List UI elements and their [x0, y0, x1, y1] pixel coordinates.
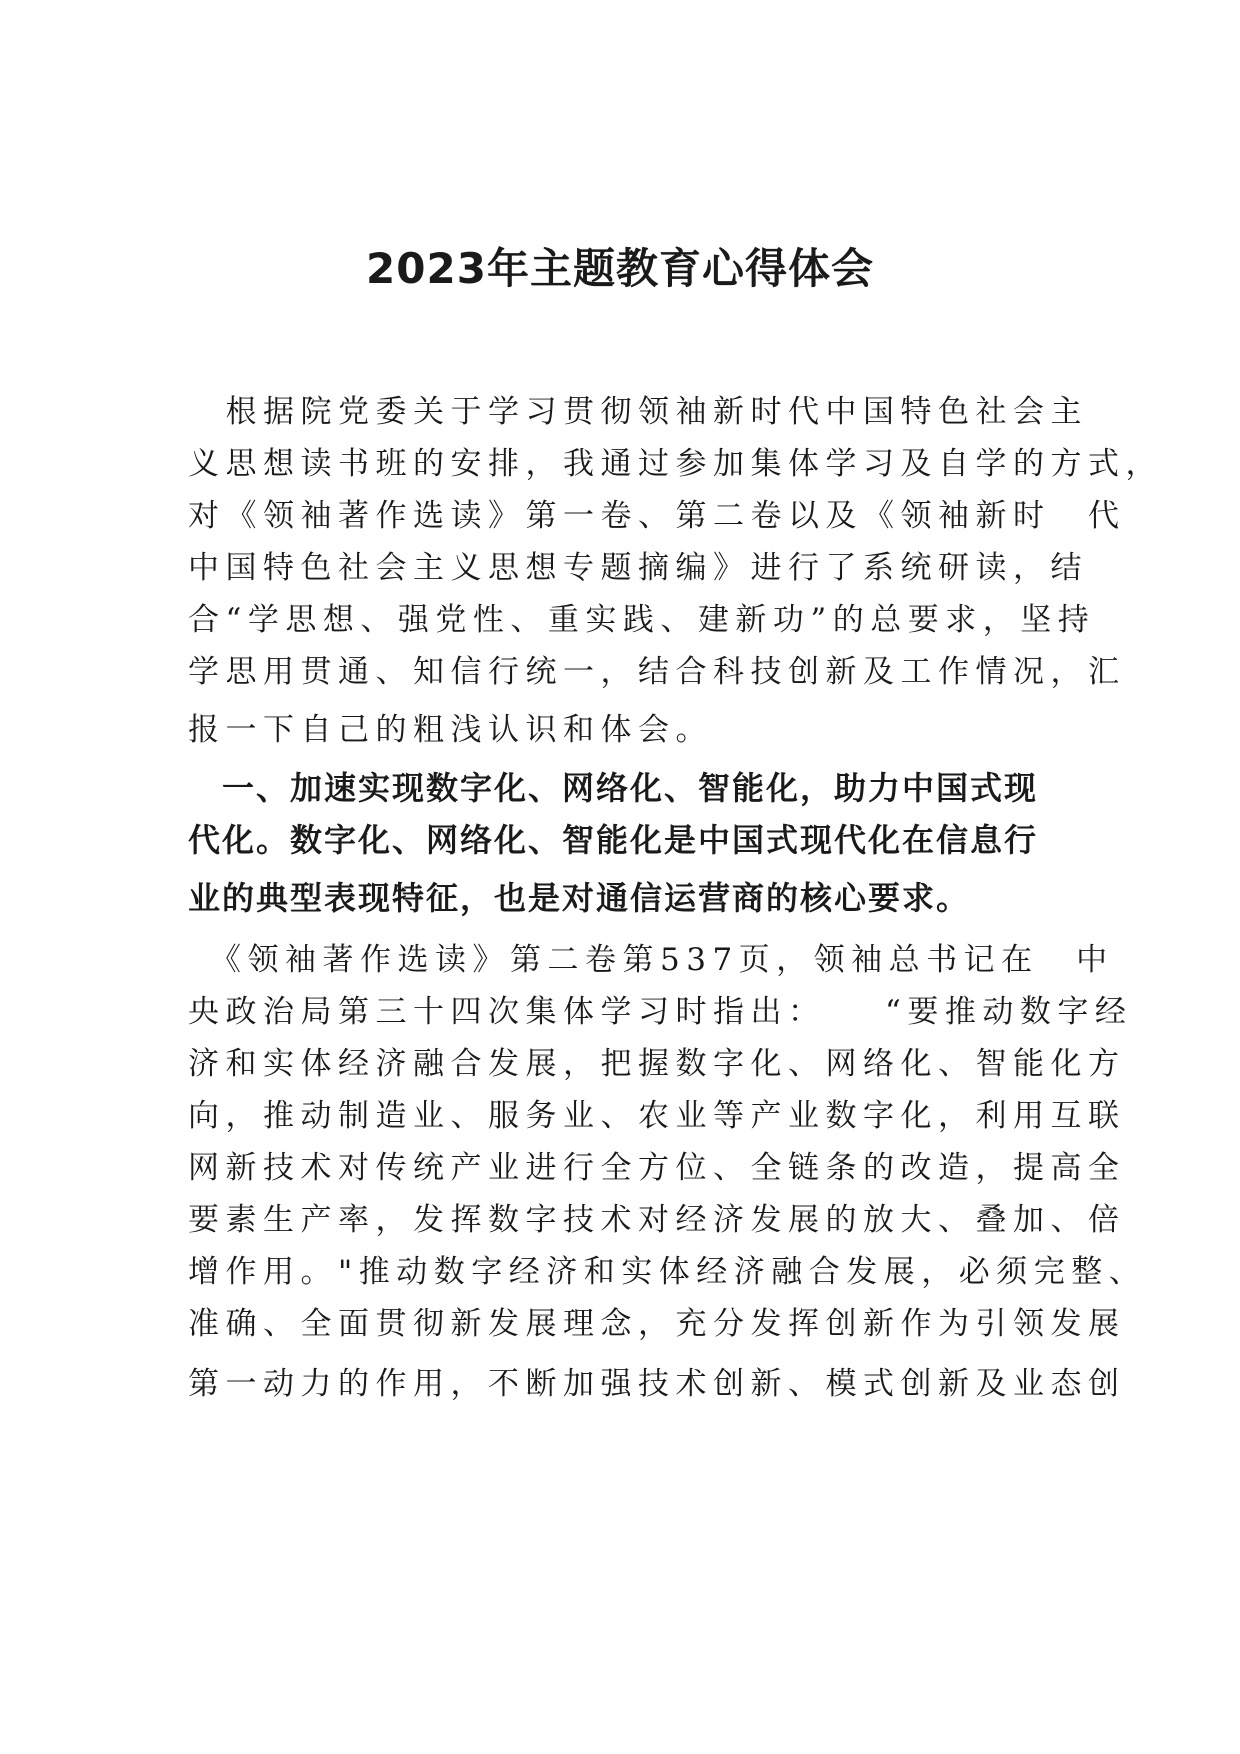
section1-body-line-2: 央政治局第三十四次集体学习时指出： “要推动数字经 [188, 994, 1133, 1030]
intro-line-2: 义思想读书班的安排，我通过参加集体学习及自学的方式， [188, 446, 1163, 482]
intro-line-5: 合“学思想、强党性、重实践、建新功”的总要求，坚持 [188, 602, 1096, 638]
section1-body-line-1: 《领袖著作选读》第二卷第537页，领袖总书记在 中 [188, 942, 1114, 978]
section1-heading-line-3: 业的典型表现特征，也是对通信运营商的核心要求。 [188, 879, 971, 917]
section1-body-line-6: 要素生产率，发挥数字技术对经济发展的放大、叠加、倍 [188, 1202, 1126, 1238]
section1-body-line-8: 准确、全面贯彻新发展理念，充分发挥创新作为引领发展 [188, 1306, 1126, 1342]
intro-line-7: 报一下自己的粗浅认识和体会。 [188, 712, 713, 748]
section1-body-line-9: 第一动力的作用，不断加强技术创新、模式创新及业态创 [188, 1366, 1126, 1402]
intro-line-6: 学思用贯通、知信行统一，结合科技创新及工作情况，汇 [188, 654, 1126, 690]
section1-body-line-4: 向，推动制造业、服务业、农业等产业数字化，利用互联 [188, 1098, 1126, 1134]
intro-line-3: 对《领袖著作选读》第一卷、第二卷以及《领袖新时 代 [188, 498, 1126, 534]
document-title: 2023年主题教育心得体会 [366, 244, 874, 293]
section1-heading-line-2: 代化。数字化、网络化、智能化是中国式现代化在信息行 [188, 821, 1039, 859]
section1-body-line-3: 济和实体经济融合发展，把握数字化、网络化、智能化方 [188, 1046, 1126, 1082]
section1-body-line-7: 增作用。"推动数字经济和实体经济融合发展，必须完整、 [188, 1254, 1147, 1290]
intro-line-4: 中国特色社会主义思想专题摘编》进行了系统研读，结 [188, 550, 1088, 586]
section1-body-line-5: 网新技术对传统产业进行全方位、全链条的改造，提高全 [188, 1150, 1126, 1186]
intro-line-1: 根据院党委关于学习贯彻领袖新时代中国特色社会主 [188, 394, 1088, 430]
section1-heading-line-1: 一、加速实现数字化、网络化、智能化，助力中国式现 [188, 769, 1039, 807]
